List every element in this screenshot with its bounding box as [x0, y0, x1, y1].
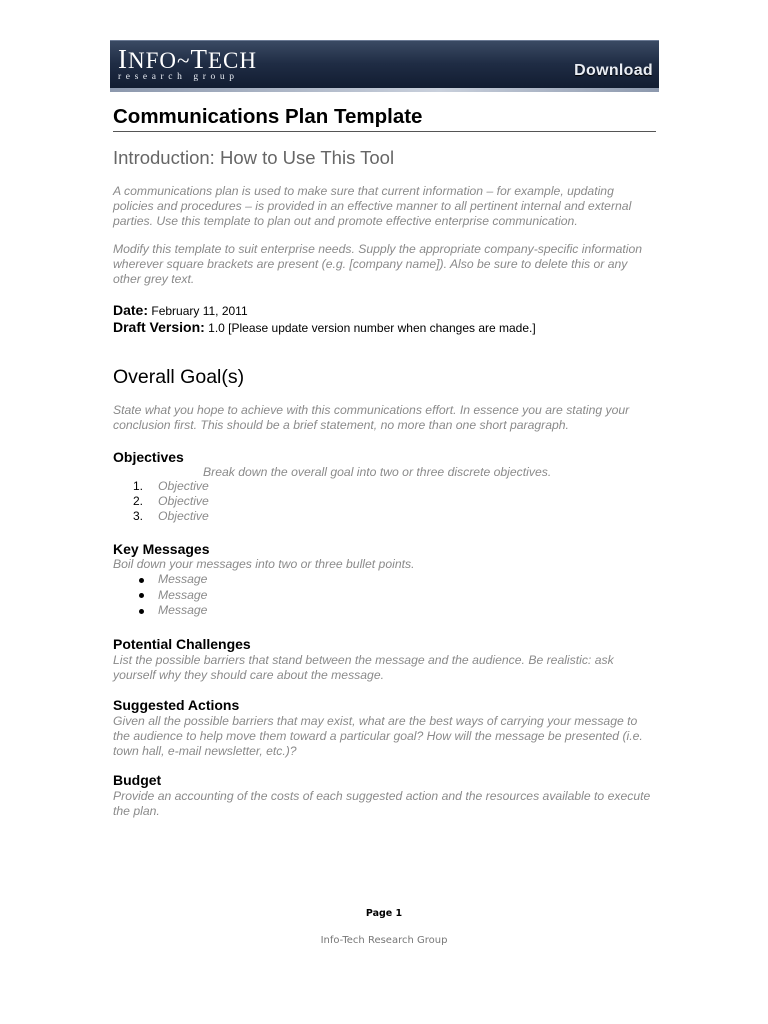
company-logo — [118, 44, 257, 83]
download-button[interactable]: Download — [574, 62, 653, 79]
draft-version-label: Draft Version: — [113, 319, 205, 335]
objective-number: 2. — [133, 494, 144, 508]
goal-text: State what you hope to achieve with this communications effort. In essence you are stating your conclusion first. This should be a brief statement, no more than one short paragraph. — [113, 403, 630, 432]
intro-paragraph-1: A communications plan is used to make sure that current information – for example, updating policies and procedures – is provided in an effective manner to all pertinent internal and external parties. Use this template to plan out and promote effective enterprise communication. — [113, 184, 632, 228]
challenges-heading: Potential Challenges — [113, 636, 251, 652]
bullet-icon — [139, 593, 144, 598]
message-item — [113, 588, 207, 604]
bullet-icon — [139, 609, 144, 614]
logo-wordmark: INFO~TECH — [118, 44, 257, 74]
date-value: February 11, 2011 — [151, 304, 248, 318]
objective-text: Objective — [158, 509, 209, 523]
message-item — [113, 572, 207, 588]
draft-version-value: 1.0 [Please update version number when changes are made.] — [208, 321, 536, 335]
bullet-icon — [139, 578, 144, 583]
objective-item — [113, 509, 209, 524]
date-label: Date: — [113, 302, 149, 318]
intro-paragraph-2: Modify this template to suit enterprise needs. Supply the appropriate company-specific information wherever square brackets are present (e.g. [company name]). Also be sure to delete this or any other grey text. — [113, 242, 643, 286]
budget-heading: Budget — [113, 772, 162, 788]
objectives-list — [113, 479, 209, 524]
budget-text: Provide an accounting of the costs of each suggested action and the resources available to execute the plan. — [113, 789, 651, 818]
message-item — [113, 603, 207, 619]
objective-item — [113, 479, 209, 494]
footer-company: Info-Tech Research Group — [320, 935, 448, 946]
logo-tagline: research group — [118, 72, 239, 82]
actions-heading: Suggested Actions — [113, 697, 240, 713]
objective-number: 3. — [133, 509, 144, 523]
message-text: Message — [158, 572, 208, 586]
message-text: Message — [158, 587, 208, 602]
objective-number: 1. — [133, 479, 144, 493]
intro-heading: Introduction: How to Use This Tool — [113, 147, 395, 168]
objectives-note: Break down the overall goal into two or three discrete objectives. — [203, 465, 552, 479]
objective-item — [113, 494, 209, 509]
draft-version-line — [113, 319, 536, 337]
challenges-text: List the possible barriers that stand between the message and the audience. Be realistic: ask yourself why they should care about the message. — [113, 653, 614, 682]
objective-text: Objective — [158, 494, 209, 508]
date-line — [113, 302, 248, 320]
key-messages-heading: Key Messages — [113, 541, 210, 557]
message-text: Message — [158, 603, 208, 617]
header-banner — [110, 40, 659, 92]
page-number: Page 1 — [365, 908, 403, 919]
key-messages-note: Boil down your messages into two or three bullet points. — [113, 557, 415, 571]
objective-text: Objective — [158, 479, 209, 493]
goal-heading: Overall Goal(s) — [113, 366, 245, 388]
document-title: Communications Plan Template — [113, 104, 656, 132]
objectives-heading: Objectives — [113, 449, 184, 465]
actions-text: Given all the possible barriers that may exist, what are the best ways of carrying your message to the audience to help move them toward a particular goal? How will the message be presented (i.e. town hall, e-mail newsletter, etc.)? — [113, 714, 643, 758]
key-messages-list — [113, 572, 207, 619]
